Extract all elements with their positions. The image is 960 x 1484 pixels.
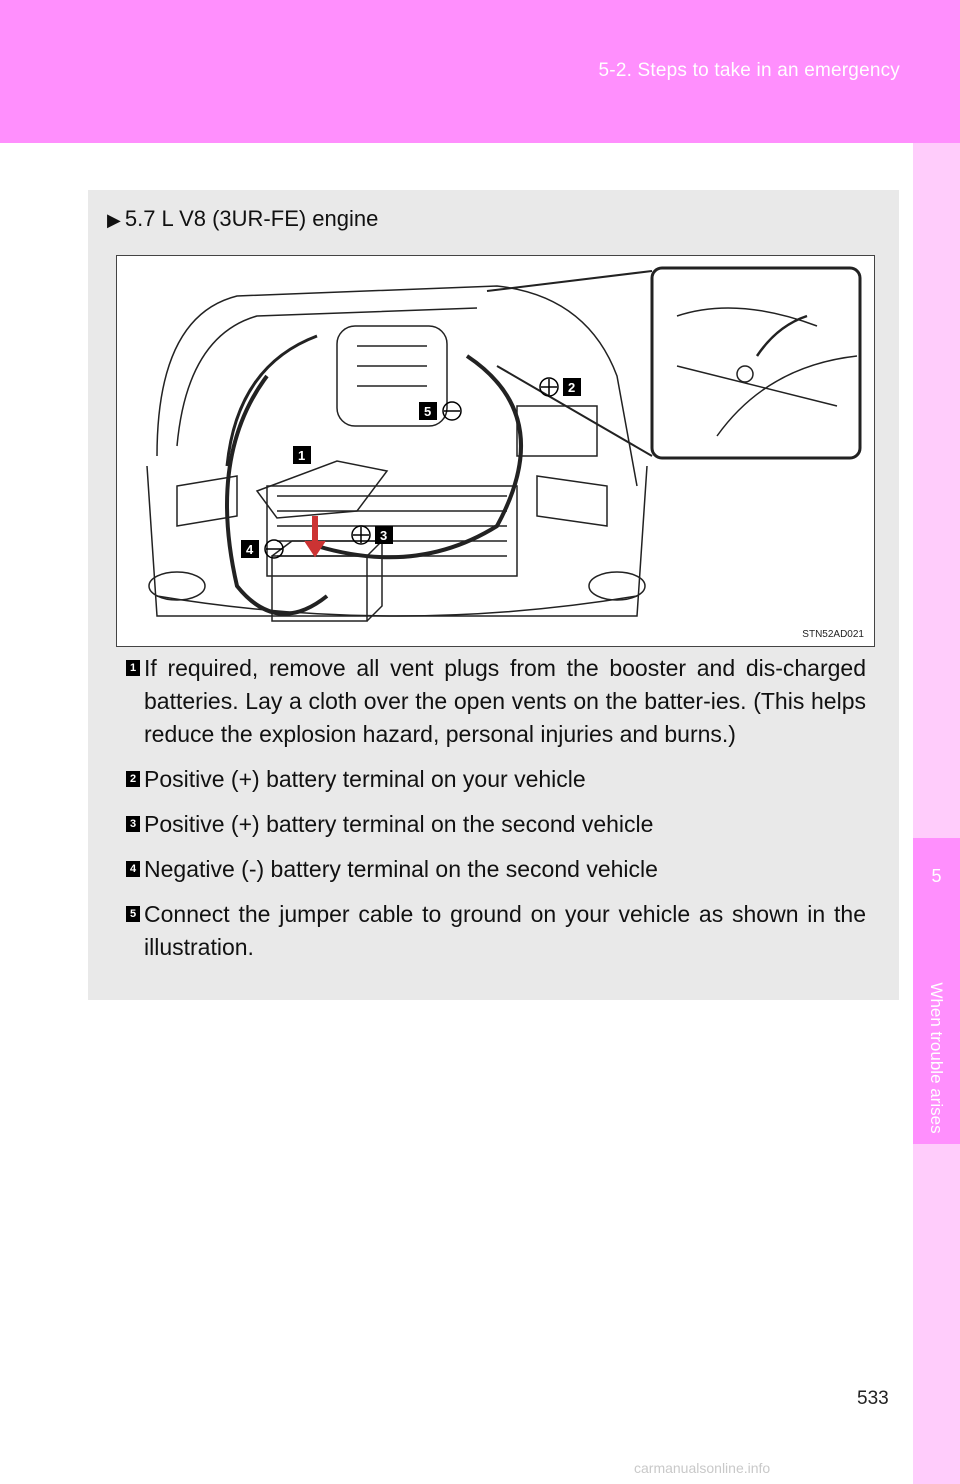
callout-2: 2: [568, 380, 576, 395]
item-number-badge: 5: [126, 906, 140, 922]
item-number-badge: 2: [126, 771, 140, 787]
figure-code: STN52AD021: [802, 629, 864, 640]
list-item: [126, 763, 866, 796]
instruction-list: [126, 652, 866, 976]
item-text: Negative (-) battery terminal on the second vehicle: [144, 856, 658, 882]
callout-4: 4: [246, 542, 254, 557]
item-number-badge: 4: [126, 861, 140, 877]
item-number-badge: 1: [126, 660, 140, 676]
list-item: [126, 853, 866, 886]
watermark: carmanualsonline.info: [634, 1460, 771, 1476]
item-text: Positive (+) battery terminal on your vehicle: [144, 766, 586, 792]
section-title: 5-2. Steps to take in an emergency: [598, 60, 900, 81]
callout-5: 5: [424, 404, 432, 419]
engine-bay-drawing: [117, 256, 874, 646]
list-item: [126, 898, 866, 964]
side-tab-background: [913, 143, 960, 903]
callout-1: 1: [298, 448, 306, 463]
engine-subheading: [107, 206, 378, 232]
item-text: Positive (+) battery terminal on the second vehicle: [144, 811, 654, 837]
chapter-label: When trouble arises: [927, 982, 946, 1134]
side-tab-background-lower: [913, 1144, 960, 1484]
triangle-bullet-icon: ▶: [107, 210, 121, 230]
callout-3: 3: [380, 528, 388, 543]
item-text: If required, remove all vent plugs from the booster and dis-charged batteries. Lay a cloth over the open vents on the batter-ies. (This helps reduce the explosion hazard, personal injuries and burns.): [144, 655, 866, 747]
page-number: 533: [857, 1388, 889, 1409]
chapter-number: 5: [931, 866, 942, 886]
list-item: [126, 808, 866, 841]
item-text: Connect the jumper cable to ground on your vehicle as shown in the illustration.: [144, 901, 866, 960]
list-item: [126, 652, 866, 751]
item-number-badge: 3: [126, 816, 140, 832]
engine-illustration: [116, 255, 875, 647]
subheading-text: 5.7 L V8 (3UR-FE) engine: [124, 206, 379, 231]
